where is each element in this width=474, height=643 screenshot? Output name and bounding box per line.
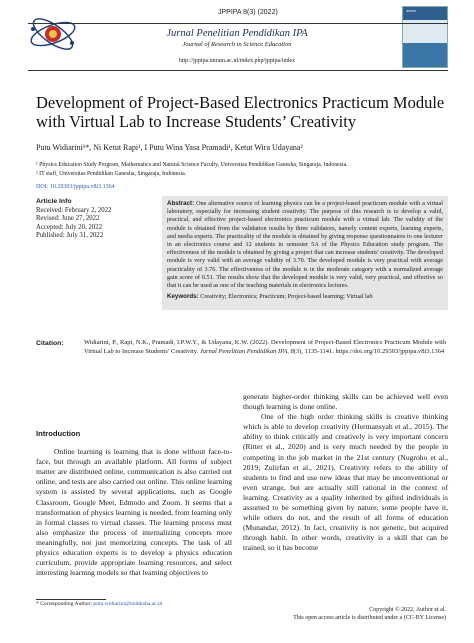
journal-title: Jurnal Penelitian Pendidikan IPA bbox=[166, 28, 308, 39]
header-rule-bottom bbox=[28, 70, 448, 71]
journal-header bbox=[0, 0, 474, 80]
keywords-text: Creativity; Electronics; Practicum; Project-based learning; Virtual lab bbox=[198, 293, 373, 300]
copyright-notice bbox=[293, 606, 446, 622]
article-affiliations bbox=[36, 161, 348, 178]
keywords-label: Keywords: bbox=[167, 293, 199, 300]
journal-cover-image bbox=[402, 6, 448, 68]
introduction-heading: Introduction bbox=[36, 429, 81, 438]
footnote-rule bbox=[36, 599, 106, 600]
cover-title: JPPIPA bbox=[406, 9, 417, 13]
body-left-column bbox=[36, 429, 232, 578]
article-doi-link[interactable]: DOI: 10.29303/jppipa.v8i3.1364 bbox=[36, 184, 115, 190]
citation-tail[interactable]: (3), 1135-1141. https://doi.org/10.29303/jppipa.v8i3.1364 bbox=[293, 347, 445, 355]
body-right-column bbox=[243, 392, 448, 554]
affiliation-1: ¹ Physics Education Study Program, Mathematics and Natural Science Faculty, Universitas Pendidikan Ganesha, Singaraja, Indonesia. bbox=[36, 162, 348, 168]
article-info bbox=[36, 198, 156, 241]
article-authors: Putu Widiarini¹*, Ni Ketut Rapi¹, I Putu Wina Yasa Pramadi¹, Ketut Wira Udayana² bbox=[36, 143, 303, 152]
footnote-label: * Corresponding Author: bbox=[36, 601, 92, 607]
journal-issue: JPPIPA 8(3) (2022) bbox=[218, 9, 278, 16]
citation-journal: Jurnal Penelitian Pendidikan IPA, 8 bbox=[199, 347, 294, 355]
license-line: This open access article is distributed under a (CC-BY License) bbox=[293, 615, 446, 621]
intro-paragraph-1: Online learning is learning that is done without face-to-face, but through an available platform. All forms of subject matter are distributed online, communication is also carried out online, and tests are also carried out online. This online learning system is assisted by several applications, such as Google Classroom, Google Meet, Edmodo and Zoom. It seems that a transformation of physics learning is needed, from learning only in formal classes to virtual classes. The learning process must also emphasize the process of internalizing concepts more meaningfully, not just memorizing concepts. The task of all physics education experts is to develop a physics education curriculum, provide appropriate learning resources, and select interesting learning models so that learning objectives to bbox=[36, 447, 232, 578]
revised-date: Revised: June 27, 2022 bbox=[36, 215, 100, 223]
intro-paragraph-1-cont: generate higher-order thinking skills can be achieved well even though learning is done online. bbox=[243, 392, 448, 412]
accepted-date: Accepted: July 20, 2022 bbox=[36, 223, 103, 231]
keywords-box bbox=[162, 292, 448, 304]
citation-label: Citation: bbox=[36, 340, 64, 347]
citation-main: Widiarini, P., Rapi, N.K., Pramadi, I.P.W.Y., & Udayana, K.W. (2022). Development of Project-Based Electronics Practicum Module with Virtual Lab to Increase Students’ Creativity. bbox=[84, 339, 446, 355]
affiliation-2: ² IT staff, Universitas Pendidikan Ganesha, Singaraja, Indonesia. bbox=[36, 170, 187, 177]
journal-subtitle: Journal of Research in Science Education bbox=[182, 41, 292, 48]
citation-text bbox=[84, 339, 446, 356]
abstract-label: Abstract: bbox=[167, 200, 195, 207]
corresponding-author-note bbox=[36, 601, 162, 607]
abstract-text: One alternative source of learning physics can be a project-based practicum module with a virtual laboratory, especially for increasing student creativity. The purpose of this research is to develop a valid, practical, and effective project-based electronics practicum module with a virtual lab. The validity of the module is obtained from the validation results by three validators, namely content experts, learning experts, and media experts. The practicality of the module is obtained by giving response questionnaires to one lecturer in an electronics course and 12 students in semester 5A of the Physics Education study program. The effectiveness of the module is obtained by giving a project that can increase students' creativity. The developed module is very valid with an average validity of 3.70. The developed module is very practical with average practicality of 3.76. The effectiveness of the module is in the moderate category with a normalized average gain score of 0.51. The results show that the developed module is very valid, very practical, and effective so that it can be used as one of the teaching materials in electronics lectures. bbox=[167, 200, 443, 290]
footnote-email-link[interactable]: putu.widiarini@undiksha.ac.id bbox=[93, 601, 163, 607]
article-info-heading: Article Info bbox=[36, 198, 72, 205]
header-rule-top bbox=[28, 23, 448, 24]
journal-url[interactable]: http://jppipa.unram.ac.id/index.php/jppipa/index bbox=[178, 58, 296, 64]
intro-paragraph-2: One of the high order thinking skills is creative thinking which is able to develop creativity (Hermansyah et al., 2015). The ability to think critically and creatively is very important concern (Ritter et al., 2020) and is very much needed by the people in competing in the job market in the 21st century (Nugroho et al., 2019; Zulirfan et al., 2021). Creativity refers to the ability of students to find and use new ideas that may be unconventional or even strange, but are actually still rational in the context of learning. Creativity as a quality inherited by gifted individuals is assumed to be something given by nature, some people have it, while others do not, and the result of all forms of education (Munandar, 2012). In fact, creativity is not genetic, but acquired through habit. In other words, creativity is a skill that can be trained, so it has become bbox=[243, 412, 448, 553]
received-date: Received: February 2, 2022 bbox=[36, 206, 112, 214]
published-date: Published: July 31, 2022 bbox=[36, 232, 104, 240]
article-title: Development of Project-Based Electronics Practicum Module with Virtual Lab to Increase Students’ Creativity bbox=[36, 93, 445, 131]
copyright-line: Copyright © 2022, Author et al. bbox=[369, 607, 446, 613]
